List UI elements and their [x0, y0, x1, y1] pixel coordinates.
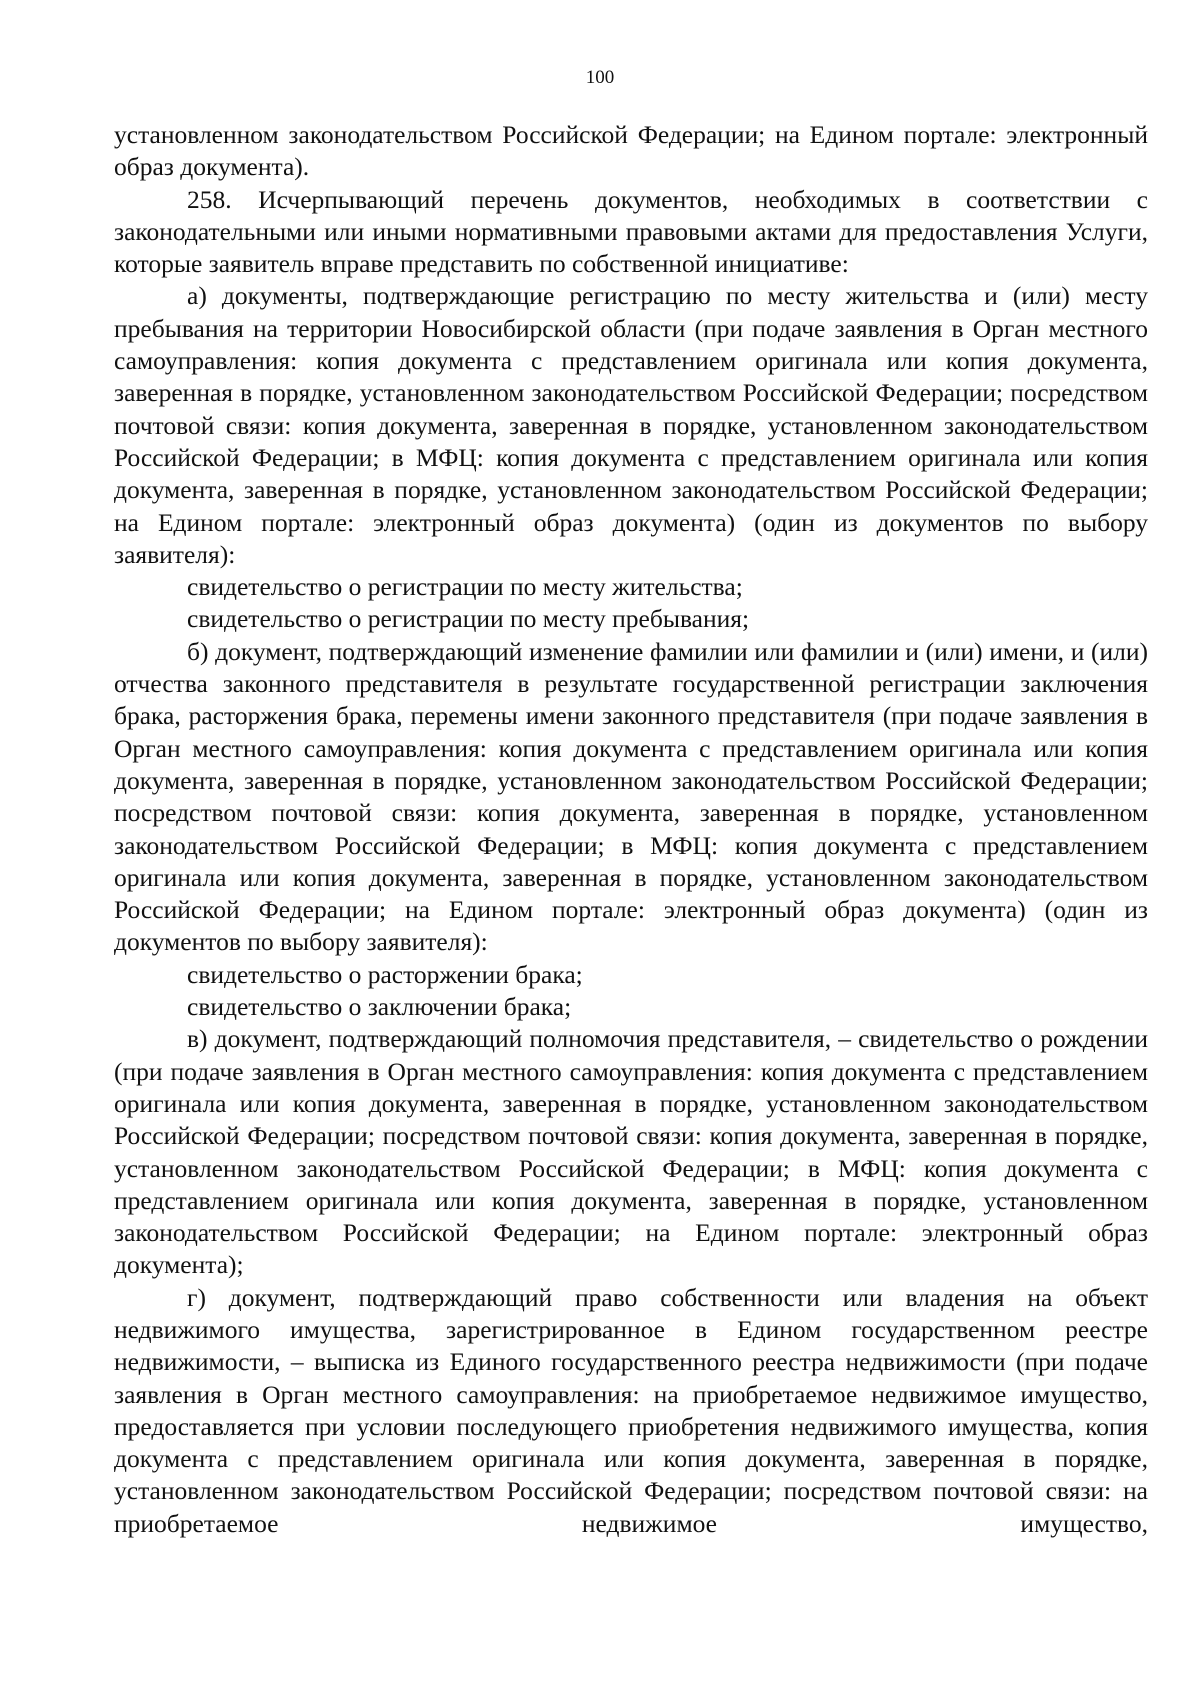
paragraph-item-g: г) документ, подтверждающий право собственности или владения на объект недвижимого имущества, зарегистрированное в Едином государственном реестре недвижимости, – выписка из Единого государственного реестра недвижимости (при подаче заявления в Орган местного самоуправления: на приобретаемое недвижимое имущество, предоставляется при условии последующего приобретения недвижимого имущества, копия документа с представлением оригинала или копия документа, заверенная в порядке, установленном законодательством Российской Федерации; посредством почтовой связи: на приобретаемое недвижимое имущество,	[114, 1282, 1148, 1538]
document-body	[114, 119, 1148, 1540]
page-number: 100	[585, 67, 615, 88]
paragraph-item-a: а) документы, подтверждающие регистрацию по месту жительства и (или) месту пребывания на территории Новосибирской области (при подаче заявления в Орган местного самоуправления: копия документа с представлением оригинала или копия документа, заверенная в порядке, установленном законодательством Российской Федерации; посредством почтовой связи: копия документа, заверенная в порядке, установленном законодательством Российской Федерации; в МФЦ: копия документа с представлением оригинала или копия документа, заверенная в порядке, установленном законодательством Российской Федерации; на Едином портале: электронный образ документа) (один из документов по выбору заявителя):	[114, 281, 1148, 569]
list-item-residence-certificate: свидетельство о регистрации по месту жительства;	[187, 572, 743, 602]
paragraph-continuation: установленном законодательством Российской Федерации; на Едином портале: электронный образ документа).	[114, 120, 1148, 182]
paragraph-258: 258. Исчерпывающий перечень документов, необходимых в соответствии с законодательными или иными нормативными правовыми актами для предоставления Услуги, которые заявитель вправе представить по собственной инициативе:	[114, 184, 1148, 279]
paragraph-item-v: в) документ, подтверждающий полномочия представителя, – свидетельство о рождении (при подаче заявления в Орган местного самоуправления: копия документа с представлением оригинала или копия документа, заверенная в порядке, установленном законодательством Российской Федерации; посредством почтовой связи: копия документа, заверенная в порядке, установленном законодательством Российской Федерации; в МФЦ: копия документа с представлением оригинала или копия документа, заверенная в порядке, установленном законодательством Российской Федерации; на Едином портале: электронный образ документа);	[114, 1024, 1148, 1280]
paragraph-item-b: б) документ, подтверждающий изменение фамилии или фамилии и (или) имени, и (или) отчества законного представителя в результате государственной регистрации заключения брака, расторжения брака, перемены имени законного представителя (при подаче заявления в Орган местного самоуправления: копия документа с представлением оригинала или копия документа, заверенная в порядке, установленном законодательством Российской Федерации; посредством почтовой связи: копия документа, заверенная в порядке, установленном законодательством Российской Федерации; в МФЦ: копия документа с представлением оригинала или копия документа, заверенная в порядке, установленном законодательством Российской Федерации; на Едином портале: электронный образ документа) (один из документов по выбору заявителя):	[114, 636, 1148, 957]
list-item-marriage-certificate: свидетельство о заключении брака;	[187, 992, 572, 1022]
list-item-stay-certificate: свидетельство о регистрации по месту пребывания;	[187, 604, 750, 634]
list-item-divorce-certificate: свидетельство о расторжении брака;	[187, 959, 583, 989]
